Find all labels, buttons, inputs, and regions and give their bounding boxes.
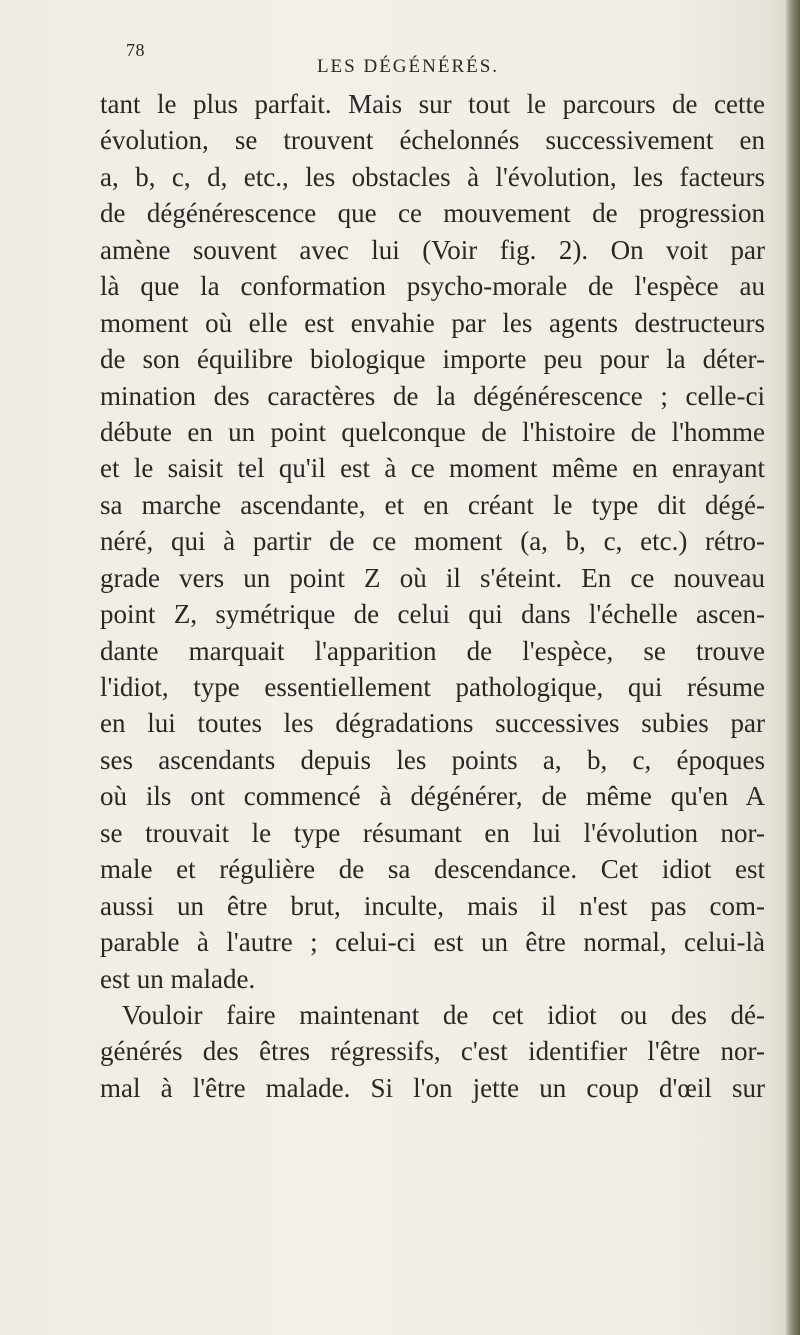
text-line: Vouloir faire maintenant de cet idiot ou des dé- bbox=[122, 999, 765, 1030]
text-line: moment où elle est envahie par les agents destructeurs bbox=[100, 307, 765, 338]
text-line: générés des êtres régressifs, c'est identifier l'être nor- bbox=[100, 1036, 765, 1067]
text-line: de dégénérescence que ce mouvement de progression bbox=[100, 198, 765, 229]
text-line: l'idiot, type essentiellement pathologique, qui résume bbox=[100, 672, 765, 702]
text-line: sa marche ascendante, et en créant le type dit dégé- bbox=[100, 489, 765, 520]
text-line: point Z, symétrique de celui qui dans l'échelle ascen- bbox=[100, 599, 765, 630]
text-line: néré, qui à partir de ce moment (a, b, c, etc.) rétro- bbox=[100, 526, 765, 557]
text-line: est un malade. bbox=[100, 963, 256, 994]
text-line: en lui toutes les dégradations successives subies par bbox=[100, 708, 765, 739]
text-line: où ils ont commencé à dégénérer, de même qu'en A bbox=[100, 781, 765, 812]
text-line: male et régulière de sa descendance. Cet idiot est bbox=[100, 854, 765, 885]
page-edge-shadow bbox=[786, 0, 800, 1335]
text-line: ses ascendants depuis les points a, b, c, époques bbox=[100, 744, 765, 775]
text-line: mal à l'être malade. Si l'on jette un coup d'œil sur bbox=[100, 1072, 765, 1103]
text-line: parable à l'autre ; celui-ci est un être normal, celui-là bbox=[100, 927, 765, 958]
page-header bbox=[98, 40, 758, 80]
text-line: débute en un point quelconque de l'histoire de l'homme bbox=[100, 416, 765, 447]
text-line: se trouvait le type résumant en lui l'évolution nor- bbox=[100, 817, 765, 848]
running-head: LES DÉGÉNÉRÉS. bbox=[316, 56, 500, 77]
text-line: tant le plus parfait. Mais sur tout le parcours de cette bbox=[100, 89, 765, 119]
text-line: et le saisit tel qu'il est à ce moment même en enrayant bbox=[100, 453, 765, 484]
text-line: mination des caractères de la dégénérescence ; celle-ci bbox=[100, 380, 765, 411]
text-line: de son équilibre biologique importe peu pour la déter- bbox=[100, 344, 765, 375]
text-line: évolution, se trouvent échelonnés successivement en bbox=[100, 125, 765, 156]
text-line: grade vers un point Z où il s'éteint. En ce nouveau bbox=[100, 562, 765, 593]
text-line: aussi un être brut, inculte, mais il n'est pas com- bbox=[100, 890, 765, 921]
text-line: dante marquait l'apparition de l'espèce, se trouve bbox=[100, 635, 765, 666]
page-number: 78 bbox=[126, 40, 145, 60]
body-text bbox=[100, 86, 765, 1106]
text-line: amène souvent avec lui (Voir fig. 2). On voit par bbox=[100, 234, 765, 265]
text-line: a, b, c, d, etc., les obstacles à l'évolution, les facteurs bbox=[100, 161, 765, 192]
text-line: là que la conformation psycho-morale de l'espèce au bbox=[100, 271, 765, 302]
